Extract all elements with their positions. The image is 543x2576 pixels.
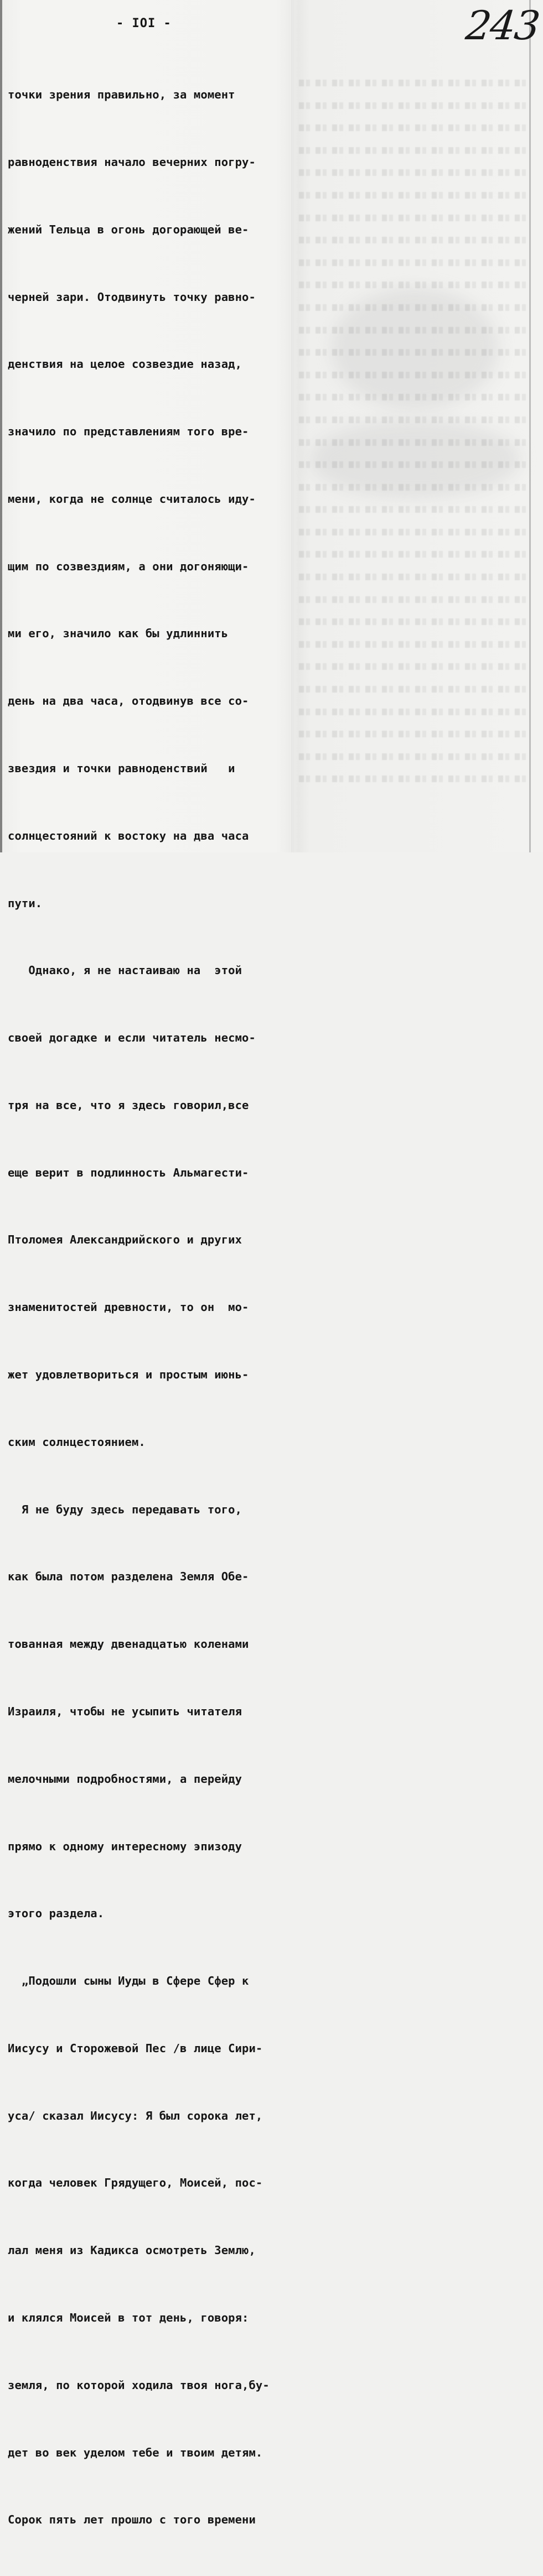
text-line: равноденствия начало вечерних погру- xyxy=(8,155,256,169)
text-line: ским солнцестоянием. xyxy=(8,1435,146,1449)
text-line: лал меня из Кадикса осмотреть Землю, xyxy=(8,2244,256,2257)
text-line: земля, по которой ходила твоя нога,бу- xyxy=(8,2378,270,2392)
text-line: Птоломея Александрийского и других xyxy=(8,1233,242,1247)
text-line: тря на все, что я здесь говорил,все xyxy=(8,1098,249,1112)
text-line: денствия на целое созвездие назад, xyxy=(8,357,242,371)
page-left-edge xyxy=(0,0,2,852)
text-line: уса/ сказал Иисусу: Я был сорока лет, xyxy=(8,2109,263,2122)
text-line: солнцестояний к востоку на два часа xyxy=(8,829,249,842)
text-line: Израиля, чтобы не усыпить читателя xyxy=(8,1704,242,1718)
text-line: когда человек Грядущего, Моисей, пос- xyxy=(8,2176,263,2190)
text-line: знаменитостей древности, то он мо- xyxy=(8,1300,249,1314)
text-line: Иисусу и Сторожевой Пес /в лице Сири- xyxy=(8,2041,263,2055)
text-line: как была потом разделена Земля Обе- xyxy=(8,1570,249,1584)
text-line: прямо к одному интересному эпизоду xyxy=(8,1839,242,1853)
text-line: тованная между двенадцатью коленами xyxy=(8,1637,249,1651)
text-line: своей догадке и если читатель несмо- xyxy=(8,1031,256,1045)
text-line: дет во век уделом тебе и твоим детям. xyxy=(8,2445,263,2459)
text-line: точки зрения правильно, за момент xyxy=(8,88,235,102)
text-line: мелочными подробностями, а перейду xyxy=(8,1772,242,1786)
text-line: жений Тельца в огонь догорающей ве- xyxy=(8,222,249,236)
text-line: ми его, значило как бы удлиннить xyxy=(8,627,229,641)
text-line: пути. xyxy=(8,896,43,910)
text-line: звездия и точки равноденствий и xyxy=(8,762,235,775)
text-line: этого раздела. xyxy=(8,1907,105,1921)
page-number: - IOI - xyxy=(116,17,172,30)
text-line: еще верит в подлинность Альмагести- xyxy=(8,1165,249,1179)
text-line: и клялся Моисей в тот день, говоря: xyxy=(8,2310,249,2324)
typed-body-text xyxy=(8,39,293,2576)
text-line: Однако, я не настаиваю на этой xyxy=(8,964,242,977)
text-line: черней зари. Отодвинуть точку равно- xyxy=(8,290,256,304)
text-line: жет удовлетвориться и простым июнь- xyxy=(8,1368,249,1382)
text-line: щим по созвездиям, а они догоняющи- xyxy=(8,559,249,573)
text-line: Я не буду здесь передавать того, xyxy=(8,1502,242,1516)
text-line: „Подошли сыны Иуды в Сфере Сфер к xyxy=(8,1974,249,1988)
page-right-edge xyxy=(529,0,531,852)
show-through-text xyxy=(299,72,526,835)
text-line: значило по представлениям того вре- xyxy=(8,425,249,439)
text-line: мени, когда не солнце считалось иду- xyxy=(8,492,256,506)
text-line: Сорок пять лет прошло с того времени xyxy=(8,2513,256,2527)
text-line: день на два часа, отодвинув все со- xyxy=(8,694,249,708)
handwritten-folio-number: 243 xyxy=(463,2,541,49)
